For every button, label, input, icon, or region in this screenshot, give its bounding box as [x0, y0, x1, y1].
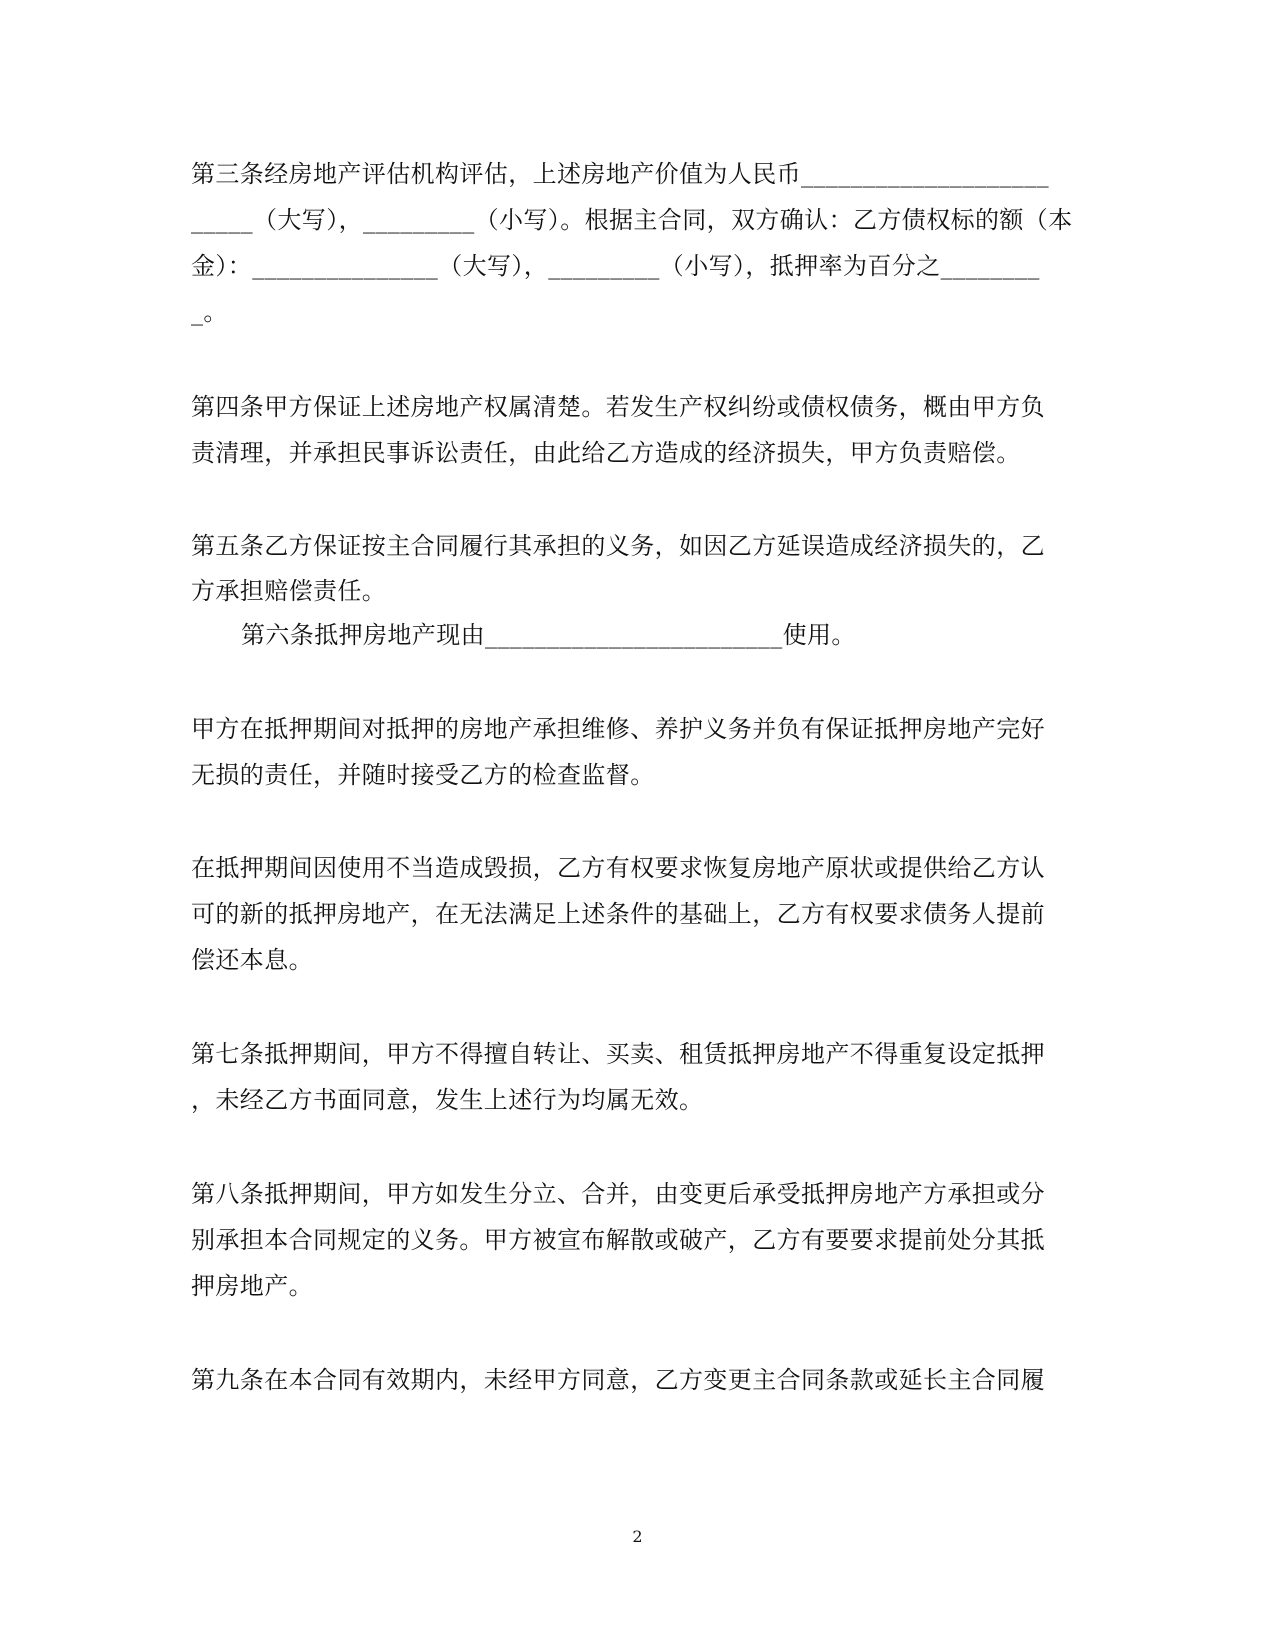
- clause-6-line-1: 第六条抵押房地产现由________________________使用。: [241, 621, 856, 649]
- clause-9-line-1: 第九条在本合同有效期内，未经甲方同意，乙方变更主合同条款或延长主合同履: [191, 1366, 1045, 1394]
- clause-8-line-1: 第八条抵押期间，甲方如发生分立、合并，由变更后承受抵押房地产方承担或分: [191, 1180, 1045, 1208]
- clause-4-line-2: 责清理，并承担民事诉讼责任，由此给乙方造成的经济损失，甲方负责赔偿。: [191, 439, 1021, 467]
- clause-7-line-2: ，未经乙方书面同意，发生上述行为均属无效。: [191, 1086, 704, 1114]
- page-number: 2: [632, 1527, 643, 1546]
- maintenance-line-2: 无损的责任，并随时接受乙方的检查监督。: [191, 761, 655, 789]
- damage-line-3: 偿还本息。: [191, 946, 313, 974]
- clause-8-line-2: 别承担本合同规定的义务。甲方被宣布解散或破产，乙方有要要求提前处分其抵: [191, 1226, 1045, 1254]
- clause-5-line-2: 方承担赔偿责任。: [191, 577, 387, 605]
- clause-3-line-1: 第三条经房地产评估机构评估，上述房地产价值为人民币____________________: [191, 160, 1049, 188]
- damage-line-1: 在抵押期间因使用不当造成毁损，乙方有权要求恢复房地产原状或提供给乙方认: [191, 854, 1045, 882]
- damage-line-2: 可的新的抵押房地产，在无法满足上述条件的基础上，乙方有权要求债务人提前: [191, 900, 1045, 928]
- clause-3-line-2: _____（大写），_________（小写）。根据主合同，双方确认：乙方债权标的额（本: [191, 206, 1073, 234]
- maintenance-line-1: 甲方在抵押期间对抵押的房地产承担维修、养护义务并负有保证抵押房地产完好: [191, 715, 1045, 743]
- clause-7-line-1: 第七条抵押期间，甲方不得擅自转让、买卖、租赁抵押房地产不得重复设定抵押: [191, 1040, 1045, 1068]
- clause-8-line-3: 押房地产。: [191, 1272, 313, 1300]
- clause-3-line-3: 金）：_______________（大写），_________（小写），抵押率为百分之________: [191, 252, 1040, 280]
- clause-5-line-1: 第五条乙方保证按主合同履行其承担的义务，如因乙方延误造成经济损失的，乙: [191, 532, 1045, 560]
- clause-3-line-4: _。: [191, 298, 228, 326]
- clause-4-line-1: 第四条甲方保证上述房地产权属清楚。若发生产权纠纷或债权债务，概由甲方负: [191, 393, 1045, 421]
